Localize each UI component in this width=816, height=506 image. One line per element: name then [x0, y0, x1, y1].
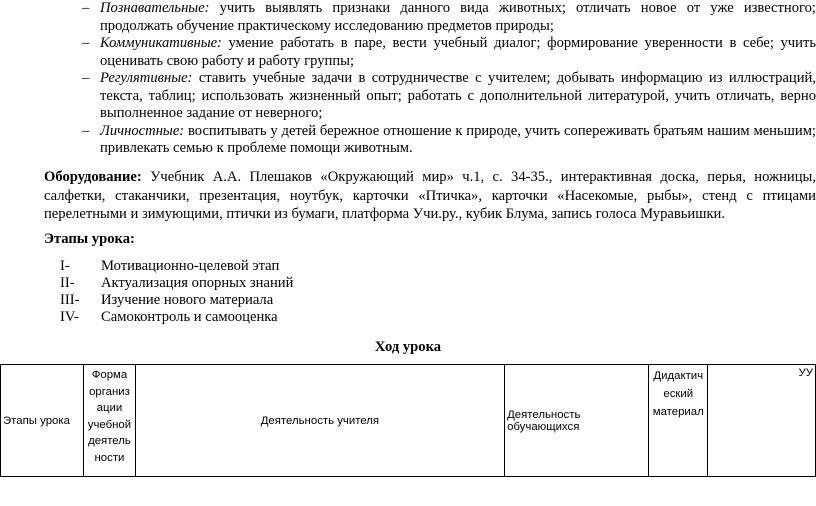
- objective-text: ставить учебные задачи в сотрудничестве с учителем; добывать информацию из иллюстраций, текста, таблиц; использовать жизненный опыт; работать с дополнительной литературой, учить отличать, верно выполненное задание от неверного;: [100, 70, 816, 121]
- header-stages: Этапы урока: [1, 365, 84, 477]
- stage-number: III-: [60, 292, 80, 308]
- stage-label: Изучение нового материала: [101, 292, 274, 308]
- objective-category: Познавательные:: [100, 0, 210, 16]
- objective-communicative: [82, 35, 816, 70]
- objective-category: Коммуникативные:: [100, 35, 222, 51]
- equipment-paragraph: [44, 168, 816, 224]
- stage-label: Мотивационно-целевой этап: [101, 258, 280, 274]
- stage-number: I-: [60, 258, 70, 274]
- objective-text: учить выявлять признаки данного вида животных; отличать новое от уже известного; продолжать обучение практическому исследованию предметов природы;: [100, 0, 816, 34]
- header-form-line: организ: [89, 385, 130, 398]
- bullet-dash: –: [82, 122, 90, 139]
- header-form-line: учебной: [87, 418, 132, 431]
- stage-number: II-: [60, 275, 75, 291]
- header-student-activity: Деятельность обучающихся: [505, 365, 649, 477]
- header-form-line: Форма: [91, 369, 128, 381]
- objective-regulatory: [82, 70, 816, 123]
- header-form-line: ации: [96, 402, 123, 414]
- objective-cognitive: [82, 0, 816, 35]
- lesson-title: Ход урока: [374, 339, 442, 355]
- objective-text: умение работать в паре, вести учебный диалог; формирование уверенности в себе; учить оценивать свою работу и работу группы;: [100, 35, 816, 69]
- stages-heading: Этапы урока:: [44, 231, 135, 247]
- header-teacher-activity: Деятельность учителя: [135, 365, 504, 477]
- stage-label: Самоконтроль и самооценка: [101, 309, 278, 325]
- header-form-line: деятель: [88, 435, 131, 447]
- bullet-dash: –: [82, 70, 90, 86]
- objectives-list: [82, 0, 816, 158]
- header-materials-line: материал: [652, 406, 704, 418]
- header-uud: УУ: [708, 365, 816, 477]
- equipment-text: Учебник А.А. Плешаков «Окружающий мир» ч.1, с. 34-35., интерактивная доска, перья, ножницы, салфетки, стаканчики, презентация, ноутбук, карточки «Птичка», карточки «Насекомые, рыбы», стенд с птицами перелетными и зимующими, птички из бумаги, платформа Учи.ру., кубик Блума, запись голоса Муравьишки.: [44, 169, 816, 222]
- objective-category: Регулятивные:: [100, 70, 193, 86]
- header-materials-line: еский: [663, 388, 694, 400]
- stage-item: [60, 275, 293, 292]
- bullet-dash: –: [82, 0, 90, 16]
- header-form-line: ности: [94, 451, 125, 464]
- objective-category: Личностные:: [100, 122, 185, 139]
- stage-item: [60, 309, 278, 326]
- stage-item: [60, 258, 279, 275]
- stage-item: [60, 292, 273, 309]
- stage-number: IV-: [60, 309, 79, 325]
- header-form: [84, 365, 136, 477]
- equipment-label: Оборудование:: [44, 169, 142, 185]
- bullet-dash: –: [82, 35, 90, 51]
- table-header-row: [1, 365, 816, 477]
- header-materials: [649, 365, 708, 477]
- objective-text: воспитывать у детей бережное отношение к природе, учить сопереживать братьям нашим меньшим; привлекать семью к проблеме помощи животным.: [100, 122, 816, 156]
- lesson-table: [0, 364, 816, 477]
- header-materials-line: Дидактич: [653, 370, 704, 382]
- objective-personal: [82, 122, 816, 158]
- stage-label: Актуализация опорных знаний: [101, 275, 294, 291]
